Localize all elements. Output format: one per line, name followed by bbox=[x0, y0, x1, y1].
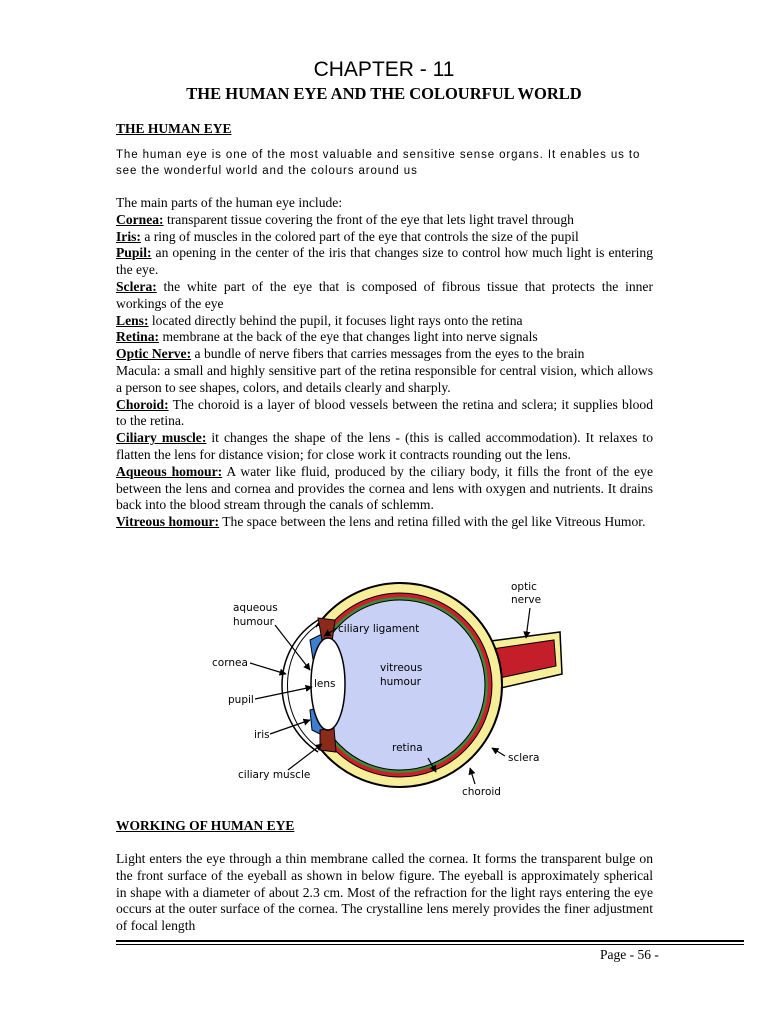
label-optic-2: nerve bbox=[511, 594, 542, 606]
part-pupil bbox=[116, 245, 653, 279]
part-ciliary-muscle bbox=[116, 430, 653, 464]
part-text: a bundle of nerve fibers that carries messages from the eyes to the brain bbox=[191, 346, 585, 362]
arrow-optic-nerve bbox=[526, 608, 530, 638]
label-vitreous-1: vitreous bbox=[380, 662, 423, 674]
arrow-choroid bbox=[470, 768, 475, 784]
part-retina bbox=[116, 329, 653, 346]
part-text: membrane at the back of the eye that changes light into nerve signals bbox=[159, 329, 538, 345]
part-text: an opening in the center of the iris that changes size to control how much light is entering the eye. bbox=[116, 245, 653, 278]
label-optic-1: optic bbox=[511, 581, 537, 593]
part-term: Pupil: bbox=[116, 245, 152, 261]
footer-rule-thick bbox=[116, 940, 744, 942]
section-heading-working: WORKING OF HUMAN EYE bbox=[116, 818, 295, 833]
intro-paragraph: The human eye is one of the most valuable and sensitive sense organs. It enables us to see the wonderful world and the colours around us bbox=[116, 149, 641, 177]
working-text: Light enters the eye through a thin membrane called the cornea. It forms the transparent bulge on the front surface of the eyeball as shown in below figure. The eyeball is approximately spherical in shape with a diameter of about 2.3 cm. Most of the refraction for the light rays entering the eye occurs at the outer surface of the cornea. The crystalline lens merely provides the finer adjustment of focal length bbox=[116, 851, 653, 934]
label-retina: retina bbox=[392, 742, 423, 754]
part-text: a ring of muscles in the colored part of the eye that controls the size of the pupil bbox=[140, 228, 579, 244]
part-macula bbox=[116, 363, 653, 397]
part-term: Sclera: bbox=[116, 278, 157, 294]
part-text: Macula: a small and highly sensitive part of the retina responsible for central vision, which allows a person to see shapes, colors, and details clearly and sharply. bbox=[116, 362, 653, 395]
part-choroid bbox=[116, 397, 653, 431]
part-term: Iris: bbox=[116, 228, 141, 244]
label-iris: iris bbox=[254, 729, 270, 741]
part-term: Lens: bbox=[116, 312, 149, 328]
part-cornea bbox=[116, 212, 653, 229]
part-sclera bbox=[116, 279, 653, 313]
label-ciliary-ligament: ciliary ligament bbox=[338, 623, 420, 635]
part-vitreous-homour bbox=[116, 514, 653, 531]
part-text: located directly behind the pupil, it focuses light rays onto the retina bbox=[148, 312, 523, 328]
label-vitreous-2: humour bbox=[380, 676, 421, 688]
label-choroid: choroid bbox=[462, 786, 501, 798]
part-optic-nerve bbox=[116, 346, 653, 363]
part-text: The space between the lens and retina filled with the gel like Vitreous Humor. bbox=[219, 514, 646, 530]
ciliary-body-lower bbox=[320, 728, 336, 752]
eye-diagram bbox=[200, 570, 580, 805]
page-number: Page - 56 - bbox=[600, 947, 659, 962]
part-text: transparent tissue covering the front of the eye that lets light travel through bbox=[163, 211, 574, 227]
label-cornea: cornea bbox=[212, 657, 248, 669]
part-term: Aqueous homour: bbox=[116, 463, 223, 479]
part-lens bbox=[116, 313, 653, 330]
chapter-number: CHAPTER - 11 bbox=[313, 58, 455, 81]
part-text: A water like fluid, produced by the ciliary body, it fills the front of the eye between the lens and cornea and provides the cornea and lens with oxygen and nutrients. It drains back into the blood stream through the canals of schlemm. bbox=[116, 463, 653, 513]
parts-list bbox=[116, 195, 653, 531]
working-paragraph bbox=[116, 851, 653, 935]
part-text: The choroid is a layer of blood vessels between the retina and sclera; it supplies blood to the retina. bbox=[116, 396, 653, 429]
part-term: Optic Nerve: bbox=[116, 346, 192, 362]
arrow-sclera bbox=[492, 748, 505, 756]
label-pupil: pupil bbox=[228, 694, 254, 706]
label-lens: lens bbox=[314, 678, 336, 690]
part-text: the white part of the eye that is composed of fibrous tissue that protects the inner workings of the eye bbox=[116, 278, 653, 311]
parts-intro: The main parts of the human eye include: bbox=[116, 195, 343, 210]
label-ciliary-muscle: ciliary muscle bbox=[238, 769, 311, 781]
part-iris bbox=[116, 229, 653, 246]
footer-rule-thin bbox=[116, 944, 744, 945]
part-text: it changes the shape of the lens - (this is called accommodation). It relaxes to flatten the lens for distance vision; for close work it contracts rounding out the lens. bbox=[116, 430, 653, 462]
part-term: Choroid: bbox=[116, 396, 169, 412]
part-term: Cornea: bbox=[116, 211, 164, 227]
label-sclera: sclera bbox=[508, 752, 540, 764]
label-aqueous-2: humour bbox=[233, 616, 274, 628]
arrow-ciliary-muscle bbox=[288, 744, 322, 770]
part-term: Ciliary muscle: bbox=[116, 430, 207, 446]
section-heading-human-eye: THE HUMAN EYE bbox=[116, 121, 232, 136]
label-aqueous-1: aqueous bbox=[233, 602, 278, 614]
part-aqueous-homour bbox=[116, 464, 653, 514]
chapter-title: THE HUMAN EYE AND THE COLOURFUL WORLD bbox=[186, 84, 582, 103]
arrow-cornea bbox=[250, 663, 286, 674]
part-term: Vitreous homour: bbox=[116, 514, 220, 530]
part-term: Retina: bbox=[116, 329, 160, 345]
